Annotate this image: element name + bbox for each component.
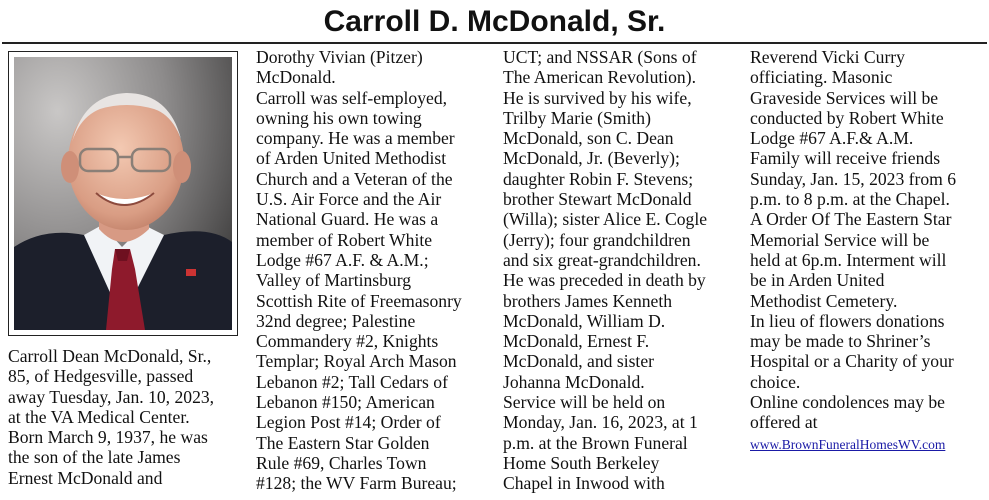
text-line: Legion Post #14; Order of [256, 412, 441, 433]
obituary-column-3 [503, 47, 707, 494]
text-line: offered at [750, 412, 818, 433]
text-line: (Jerry); four grandchildren [503, 229, 691, 250]
text-line: Carroll Dean McDonald, Sr., [8, 346, 212, 366]
text-line: Lodge #67 A.F. & A.M.; [256, 249, 429, 270]
text-line: McDonald. [256, 67, 336, 88]
text-line: #128; the WV Farm Bureau; [256, 473, 457, 494]
text-line: Memorial Service will be [750, 229, 930, 250]
text-line: Graveside Services will be [750, 87, 939, 108]
text-line: Born March 9, 1937, he was [8, 427, 208, 448]
text-line: owning his own towing [256, 107, 422, 128]
text-line: McDonald, son C. Dean [503, 128, 674, 149]
text-line: held at 6p.m. Interment will [750, 249, 947, 270]
portrait-photo-icon [14, 57, 232, 330]
text-line: be in Arden United [750, 270, 885, 291]
text-line: away Tuesday, Jan. 10, 2023, [8, 386, 215, 407]
obituary-column-2 [256, 47, 462, 494]
text-line: p.m. at the Brown Funeral [503, 432, 688, 453]
text-line: brother Stewart McDonald [503, 189, 692, 210]
text-line: p.m. to 8 p.m. at the Chapel. [750, 189, 950, 210]
portrait-frame [8, 51, 238, 336]
title-divider [2, 42, 987, 44]
text-line: Dorothy Vivian (Pitzer) [256, 47, 423, 67]
text-line: McDonald, William D. [503, 310, 666, 331]
text-line: Johanna McDonald. [503, 371, 645, 392]
text-line: Church and a Veteran of the [256, 168, 453, 189]
text-line: (Willa); sister Alice E. Cogle [503, 209, 708, 230]
page-title: Carroll D. McDonald, Sr. [323, 5, 666, 38]
text-line: Service will be held on [503, 392, 666, 413]
text-line: daughter Robin F. Stevens; [503, 168, 694, 189]
text-line: Reverend Vicki Curry [750, 47, 905, 67]
text-line: at the VA Medical Center. [8, 406, 190, 427]
text-line: Lebanon #150; American [256, 392, 435, 413]
text-line: member of Robert White [256, 229, 433, 250]
text-line: Chapel in Inwood with [503, 473, 665, 494]
text-line: The Eastern Star Golden [256, 432, 430, 453]
text-line: may be made to Shriner’s [750, 331, 931, 352]
text-line: officiating. Masonic [750, 67, 893, 88]
text-line: Lebanon #2; Tall Cedars of [256, 371, 448, 392]
text-line: 32nd degree; Palestine [256, 310, 416, 331]
text-line: brothers James Kenneth [503, 290, 673, 311]
text-line: of Arden United Methodist [256, 148, 447, 169]
text-line: Sunday, Jan. 15, 2023 from 6 [750, 168, 957, 189]
text-line: Lodge #67 A.F.& A.M. [750, 128, 914, 149]
text-line: McDonald, Ernest F. [503, 331, 650, 352]
text-line: Hospital or a Charity of your [750, 351, 954, 372]
text-line: Home South Berkeley [503, 452, 660, 473]
text-line: Online condolences may be [750, 392, 945, 413]
text-line: and six great-grandchildren. [503, 249, 701, 270]
text-line: National Guard. He was a [256, 209, 439, 230]
condolences-link[interactable]: www.BrownFuneralHomesWV.com [750, 436, 946, 452]
text-line: Commandery #2, Knights [256, 331, 439, 352]
text-line: A Order Of The Eastern Star [750, 209, 952, 230]
text-line: UCT; and NSSAR (Sons of [503, 47, 697, 67]
text-line: Scottish Rite of Freemasonry [256, 290, 462, 311]
text-line: Ernest McDonald and [8, 467, 163, 488]
text-line: Templar; Royal Arch Mason [256, 351, 457, 372]
text-line: Carroll was self-employed, [256, 87, 448, 108]
text-line: 85, of Hedgesville, passed [8, 366, 194, 387]
text-line: Family will receive friends [750, 148, 941, 169]
text-line: The American Revolution). [503, 67, 696, 88]
text-line: conducted by Robert White [750, 107, 944, 128]
text-line: Valley of Martinsburg [256, 270, 412, 291]
text-line: the son of the late James [8, 447, 181, 468]
text-line: He is survived by his wife, [503, 87, 692, 108]
text-line: He was preceded in death by [503, 270, 706, 291]
text-line: In lieu of flowers donations [750, 310, 945, 331]
text-line: choice. [750, 371, 801, 392]
text-line: McDonald, Jr. (Beverly); [503, 148, 680, 169]
text-line: Trilby Marie (Smith) [503, 107, 651, 128]
obituary-column-4 [750, 47, 956, 454]
obituary-column-1 [8, 346, 214, 488]
text-line: U.S. Air Force and the Air [256, 189, 442, 210]
text-line: McDonald, and sister [503, 351, 654, 372]
text-line: Monday, Jan. 16, 2023, at 1 [503, 412, 698, 433]
text-line: company. He was a member [256, 128, 455, 149]
text-line: Methodist Cemetery. [750, 290, 898, 311]
text-line: Rule #69, Charles Town [256, 452, 427, 473]
